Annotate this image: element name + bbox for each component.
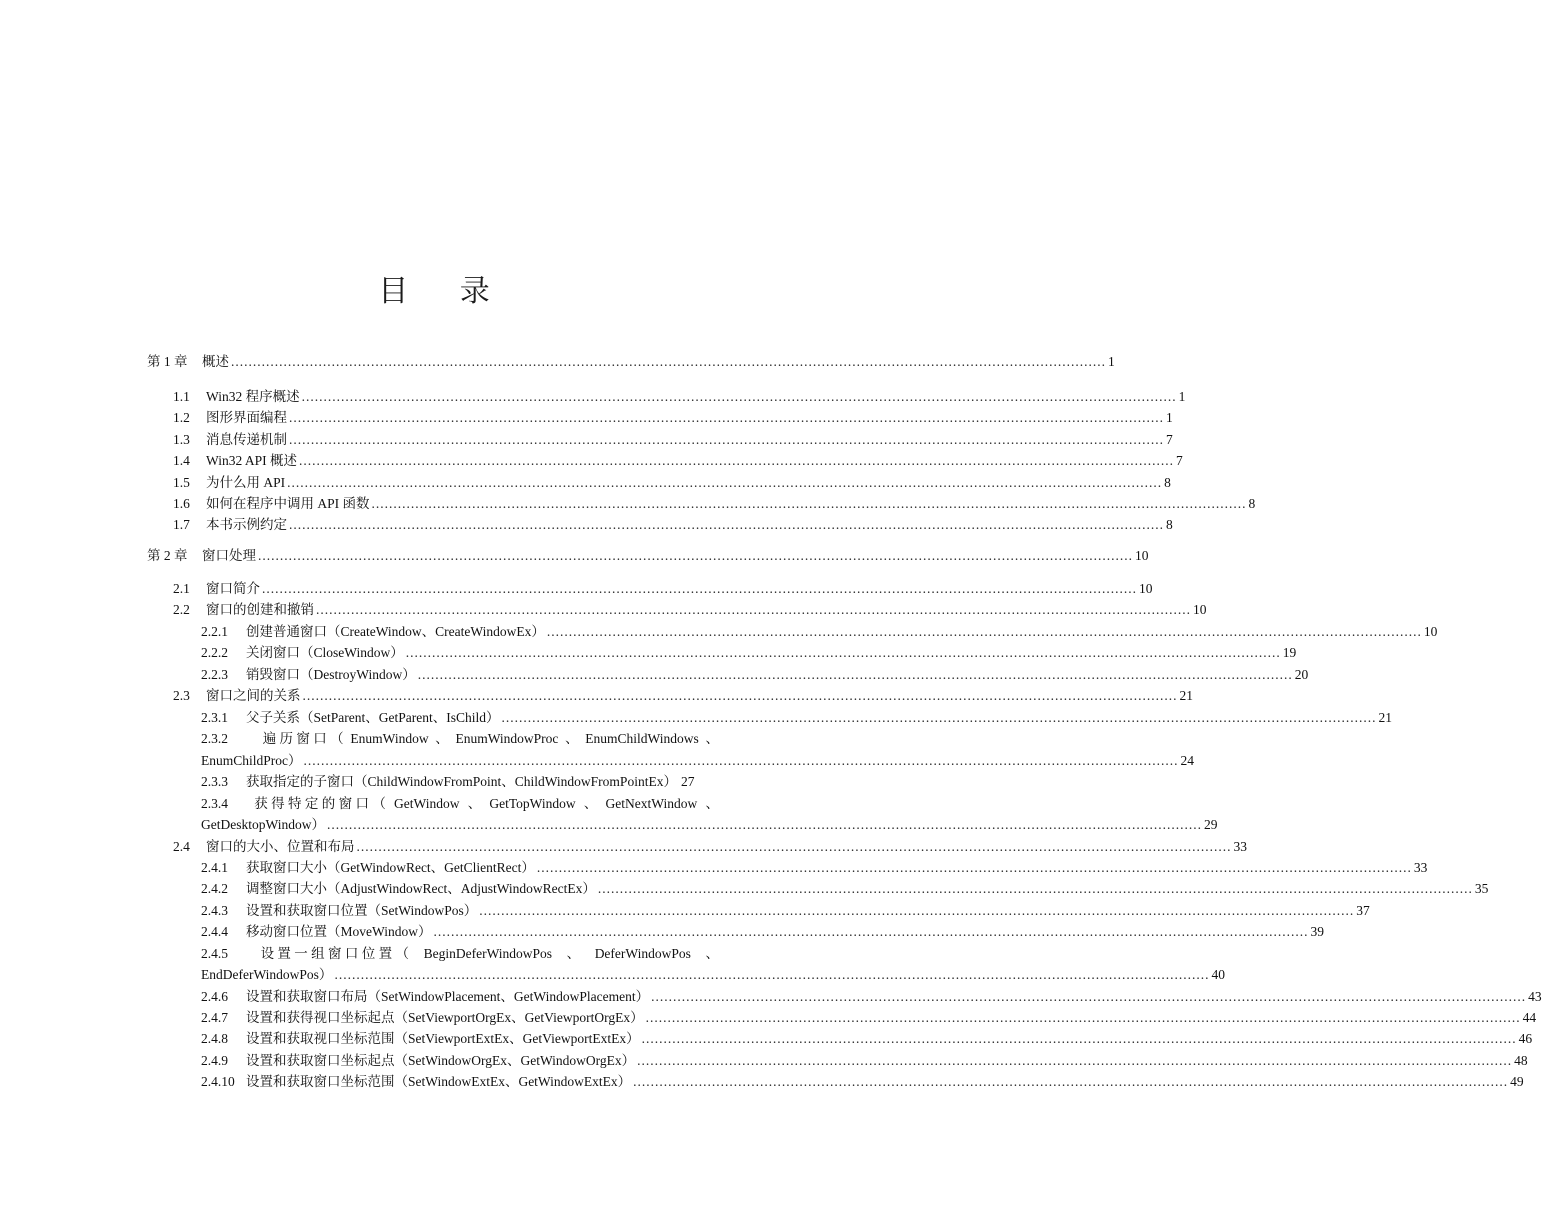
toc-section-2-3[interactable] [173, 687, 1193, 705]
toc-subsection-2-3-3[interactable] [201, 773, 719, 791]
toc-section-1-6[interactable] [173, 495, 1256, 513]
page-number: 10 [1135, 548, 1149, 563]
subsection-number: 2.3.4 [201, 796, 228, 811]
subsection-title: 设置和获取视口坐标范围（SetViewportExtEx、GetViewportExtEx） [246, 1031, 640, 1046]
subsection-title-part: 、 [566, 946, 581, 961]
section-number: 1.2 [173, 410, 190, 425]
subsection-title: 移动窗口位置（MoveWindow） [246, 924, 432, 939]
page-number: 21 [1378, 710, 1392, 725]
subsection-title-part: 、 [583, 796, 598, 811]
leader-dots: ........................................................................................................................................................................................................ [371, 496, 1247, 511]
chapter-number: 第 1 章 [147, 354, 188, 369]
subsection-title-part: DeferWindowPos [594, 946, 691, 961]
leader-dots: ........................................................................................................................................................................................................ [637, 1053, 1513, 1068]
page-number: 27 [680, 774, 695, 789]
subsection-title: 设置和获取窗口坐标范围（SetWindowExtEx、GetWindowExtEx） [246, 1074, 632, 1089]
chapter-number: 第 2 章 [147, 548, 188, 563]
page-number: 1 [1108, 354, 1115, 369]
leader-dots: ........................................................................................................................................................................................................ [633, 1074, 1509, 1089]
page-number: 10 [1423, 624, 1438, 639]
leader-dots: ........................................................................................................................................................................................................ [289, 517, 1164, 532]
subsection-title-part: GetNextWindow [605, 796, 698, 811]
subsection-number: 2.4.6 [201, 989, 228, 1004]
subsection-number: 2.3.2 [201, 731, 228, 746]
section-title: 如何在程序中调用 API 函数 [206, 496, 370, 511]
page-number: 10 [1193, 602, 1207, 617]
toc-subsection-2-4-7[interactable] [201, 1009, 1537, 1027]
page-number: 48 [1514, 1053, 1528, 1068]
page-number: 1 [1178, 389, 1186, 404]
page-title: 目 录 [378, 275, 512, 308]
section-title: 窗口的创建和撤销 [206, 602, 314, 617]
toc-subsection-2-4-2[interactable] [201, 880, 1489, 898]
leader-dots: ........................................................................................................................................................................................................ [641, 1031, 1517, 1046]
page-number: 1 [1166, 410, 1173, 425]
section-title: 窗口的大小、位置和布局 [206, 839, 355, 854]
subsection-title-part: 、 [467, 796, 482, 811]
subsection-title: 销毁窗口（DestroyWindow） [246, 667, 416, 682]
subsection-title-continued: EndDeferWindowPos） [201, 967, 333, 982]
leader-dots: ........................................................................................................................................................................................................ [289, 432, 1164, 447]
page-number: 37 [1356, 903, 1370, 918]
subsection-title-part: EnumChildWindows [585, 731, 699, 746]
leader-dots: ........................................................................................................................................................................................................ [316, 602, 1191, 617]
toc-subsection-2-3-4-line1[interactable] [201, 795, 719, 813]
toc-section-1-4[interactable] [173, 452, 1183, 470]
page-number: 8 [1164, 475, 1171, 490]
toc-section-2-1[interactable] [173, 580, 1153, 598]
toc-section-1-5[interactable] [173, 474, 1171, 492]
toc-chapter-2[interactable] [147, 547, 1149, 565]
subsection-title: 关闭窗口（CloseWindow） [246, 645, 404, 660]
subsection-title-part: 、 [705, 731, 719, 746]
section-title: 窗口之间的关系 [206, 688, 301, 703]
page-number: 7 [1166, 432, 1173, 447]
toc-section-1-2[interactable] [173, 409, 1173, 427]
section-number: 2.1 [173, 581, 190, 596]
page-number: 19 [1282, 645, 1297, 660]
leader-dots: ........................................................................................................................................................................................................ [501, 710, 1377, 725]
leader-dots: ........................................................................................................................................................................................................ [536, 860, 1412, 875]
subsection-title: 设置和获取窗口位置（SetWindowPos） [246, 903, 478, 918]
subsection-title-part: BeginDeferWindowPos [423, 946, 553, 961]
page-number: 35 [1474, 881, 1489, 896]
subsection-title-part: GetWindow [394, 796, 460, 811]
leader-dots: ........................................................................................................................................................................................................ [258, 548, 1133, 563]
subsection-title: 获取指定的子窗口（ChildWindowFromPoint、ChildWindowFromPointEx） [246, 774, 677, 789]
toc-section-2-2[interactable] [173, 601, 1207, 619]
leader-dots: ........................................................................................................................................................................................................ [405, 645, 1281, 660]
section-title: Win32 API 概述 [206, 453, 297, 468]
page-number: 24 [1180, 753, 1194, 768]
subsection-number: 2.4.8 [201, 1031, 228, 1046]
leader-dots: ........................................................................................................................................................................................................ [417, 667, 1293, 682]
page-number: 20 [1294, 667, 1309, 682]
toc-subsection-2-3-4-line2[interactable] [201, 816, 1218, 834]
page-number: 7 [1175, 453, 1183, 468]
subsection-title-part: EnumWindowProc [455, 731, 559, 746]
subsection-title-part: 遍 历 窗 口 （ [262, 731, 344, 746]
toc-section-2-4[interactable] [173, 838, 1247, 856]
toc-subsection-2-4-6[interactable] [201, 988, 1542, 1006]
subsection-title: 设置和获取窗口布局（SetWindowPlacement、GetWindowPlacement） [246, 989, 650, 1004]
leader-dots: ........................................................................................................................................................................................................ [303, 753, 1179, 768]
toc-subsection-2-4-8[interactable] [201, 1030, 1533, 1048]
subsection-title-part: 设 置 一 组 窗 口 位 置 （ [260, 946, 410, 961]
toc-section-1-1[interactable] [173, 388, 1186, 406]
toc-subsection-2-3-2-line1[interactable] [201, 730, 719, 748]
toc-section-1-3[interactable] [173, 431, 1173, 449]
section-title: 为什么用 API [206, 475, 286, 490]
toc-subsection-2-4-9[interactable] [201, 1052, 1528, 1070]
leader-dots: ........................................................................................................................................................................................................ [356, 839, 1232, 854]
leader-dots: ........................................................................................................................................................................................................ [645, 1010, 1521, 1025]
leader-dots: ........................................................................................................................................................................................................ [597, 881, 1473, 896]
subsection-number: 2.2.1 [201, 624, 228, 639]
leader-dots: ........................................................................................................................................................................................................ [298, 453, 1174, 468]
leader-dots: ........................................................................................................................................................................................................ [651, 989, 1527, 1004]
subsection-number: 2.4.1 [201, 860, 228, 875]
subsection-number: 2.4.7 [201, 1010, 228, 1025]
chapter-title: 窗口处理 [202, 548, 256, 563]
subsection-number: 2.4.2 [201, 881, 228, 896]
section-number: 1.4 [173, 453, 190, 468]
page-number: 46 [1518, 1031, 1533, 1046]
leader-dots: ........................................................................................................................................................................................................ [433, 924, 1309, 939]
toc-section-1-7[interactable] [173, 516, 1173, 534]
page-number: 39 [1310, 924, 1324, 939]
toc-subsection-2-2-2[interactable] [201, 644, 1297, 662]
page-number: 10 [1139, 581, 1153, 596]
page-number: 44 [1522, 1010, 1537, 1025]
leader-dots: ........................................................................................................................................................................................................ [262, 581, 1137, 596]
subsection-number: 2.4.10 [201, 1074, 235, 1089]
toc-subsection-2-4-3[interactable] [201, 902, 1370, 920]
toc-subsection-2-4-5-line2[interactable] [201, 966, 1225, 984]
section-title: 消息传递机制 [206, 432, 287, 447]
subsection-number: 2.4.3 [201, 903, 228, 918]
toc-subsection-2-4-5-line1[interactable] [201, 945, 719, 963]
leader-dots: ........................................................................................................................................................................................................ [302, 688, 1178, 703]
subsection-title-part: EnumWindow [350, 731, 429, 746]
subsection-title-continued: GetDesktopWindow） [201, 817, 325, 832]
chapter-title: 概述 [202, 354, 229, 369]
page-number: 33 [1413, 860, 1428, 875]
subsection-title-part: 获 得 特 定 的 窗 口 （ [254, 796, 386, 811]
leader-dots: ........................................................................................................................................................................................................ [334, 967, 1210, 982]
page-number: 33 [1233, 839, 1247, 854]
toc-subsection-2-4-4[interactable] [201, 923, 1324, 941]
leader-dots: ........................................................................................................................................................................................................ [231, 354, 1106, 369]
section-number: 1.1 [173, 389, 190, 404]
subsection-title: 父子关系（SetParent、GetParent、IsChild） [246, 710, 500, 725]
leader-dots: ........................................................................................................................................................................................................ [326, 817, 1202, 832]
leader-dots: ........................................................................................................................................................................................................ [546, 624, 1422, 639]
page-number: 8 [1248, 496, 1256, 511]
page-number: 8 [1166, 517, 1173, 532]
page-number: 29 [1203, 817, 1218, 832]
toc-subsection-2-4-1[interactable] [201, 859, 1428, 877]
subsection-title: 创建普通窗口（CreateWindow、CreateWindowEx） [246, 624, 545, 639]
toc-subsection-2-3-1[interactable] [201, 709, 1392, 727]
section-number: 2.2 [173, 602, 190, 617]
page-number: 21 [1179, 688, 1193, 703]
section-title: 窗口简介 [206, 581, 260, 596]
toc-subsection-2-4-10[interactable] [201, 1073, 1524, 1091]
subsection-title-continued: EnumChildProc） [201, 753, 302, 768]
section-number: 1.5 [173, 475, 190, 490]
leader-dots: ........................................................................................................................................................................................................ [301, 389, 1177, 404]
section-title: 本书示例约定 [206, 517, 287, 532]
subsection-title-part: GetTopWindow [489, 796, 576, 811]
page-number: 49 [1510, 1074, 1524, 1089]
leader-dots: ........................................................................................................................................................................................................ [287, 475, 1163, 490]
section-title: Win32 程序概述 [206, 389, 300, 404]
toc-subsection-2-2-3[interactable] [201, 666, 1309, 684]
section-number: 1.6 [173, 496, 190, 511]
subsection-number: 2.3.1 [201, 710, 228, 725]
subsection-number: 2.3.3 [201, 774, 228, 789]
leader-dots: ........................................................................................................................................................................................................ [289, 410, 1164, 425]
page-number: 40 [1211, 967, 1225, 982]
toc-subsection-2-3-2-line2[interactable] [201, 752, 1194, 770]
subsection-number: 2.2.3 [201, 667, 228, 682]
subsection-number: 2.4.5 [201, 946, 228, 961]
subsection-title-part: 、 [435, 731, 449, 746]
section-number: 2.3 [173, 688, 190, 703]
subsection-number: 2.4.4 [201, 924, 228, 939]
section-number: 1.7 [173, 517, 190, 532]
subsection-title: 设置和获取窗口坐标起点（SetWindowOrgEx、GetWindowOrgEx） [246, 1053, 636, 1068]
section-number: 1.3 [173, 432, 190, 447]
subsection-title: 设置和获得视口坐标起点（SetViewportOrgEx、GetViewportOrgEx） [246, 1010, 644, 1025]
toc-chapter-1[interactable] [147, 353, 1115, 371]
subsection-title-part: 、 [705, 946, 719, 961]
subsection-title: 获取窗口大小（GetWindowRect、GetClientRect） [246, 860, 535, 875]
subsection-title: 调整窗口大小（AdjustWindowRect、AdjustWindowRectEx） [246, 881, 596, 896]
subsection-number: 2.2.2 [201, 645, 228, 660]
subsection-title-part: 、 [565, 731, 579, 746]
subsection-title-part: 、 [705, 796, 719, 811]
section-title: 图形界面编程 [206, 410, 287, 425]
page-number: 43 [1528, 989, 1542, 1004]
leader-dots: ........................................................................................................................................................................................................ [479, 903, 1355, 918]
subsection-number: 2.4.9 [201, 1053, 228, 1068]
section-number: 2.4 [173, 839, 190, 854]
toc-subsection-2-2-1[interactable] [201, 623, 1438, 641]
